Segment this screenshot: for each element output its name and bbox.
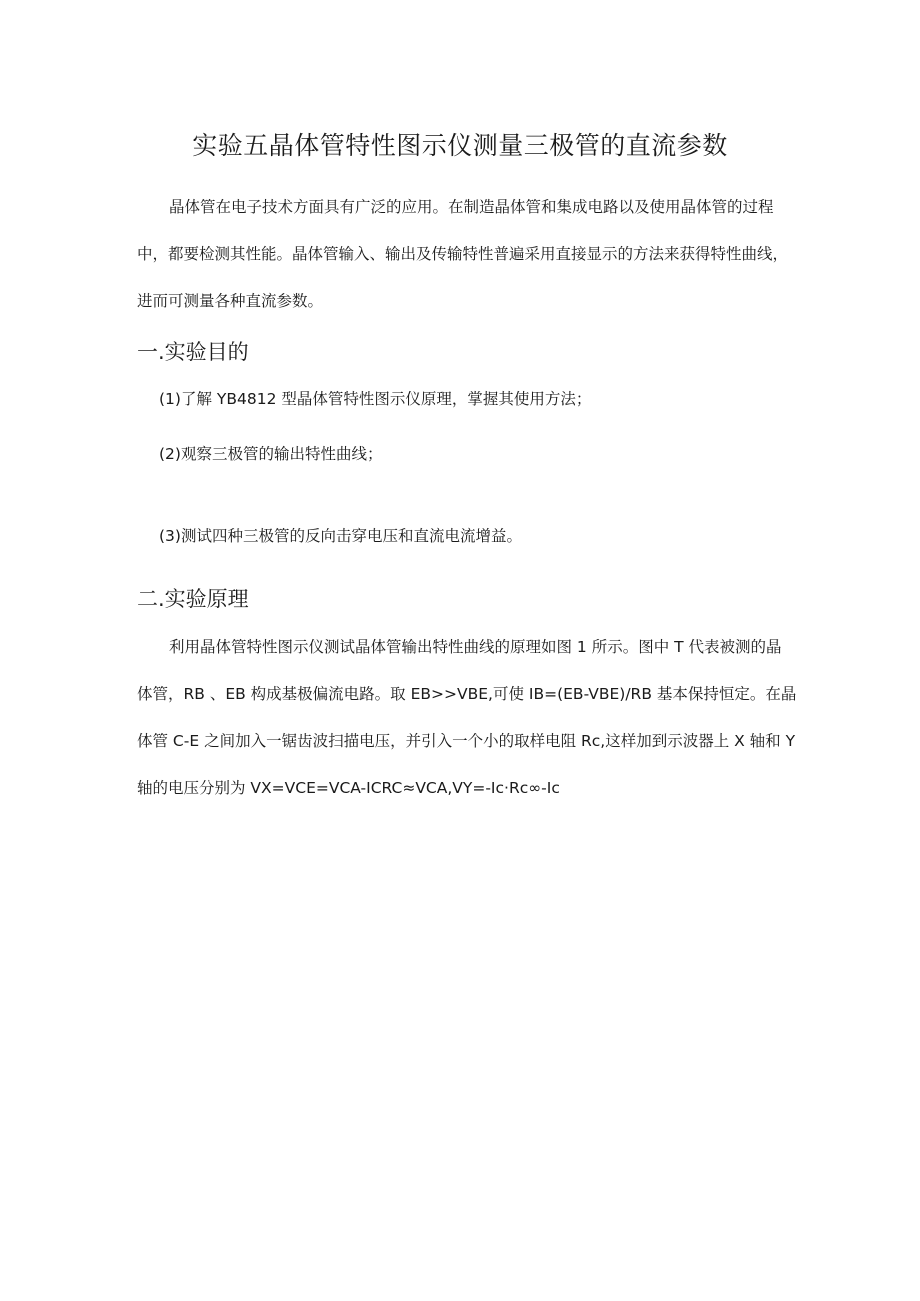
intro-paragraph: 晶体管在电子技术方面具有广泛的应用。在制造晶体管和集成电路以及使用晶体管的过程中，都要检测其性能。晶体管输入、输出及传输特性普遍采用直接显示的方法来获得特性曲线，进而可测量各种直流参数。	[137, 198, 789, 310]
purpose-item-2: (2)观察三极管的输出特性曲线；	[159, 445, 383, 463]
purpose-item-3: (3)测试四种三极管的反向击穿电压和直流电流增益。	[159, 527, 522, 545]
purpose-item-1: (1)了解 YB4812 型晶体管特性图示仪原理，掌握其使用方法；	[159, 390, 592, 408]
page-title: 实验五晶体管特性图示仪测量三极管的直流参数	[192, 131, 728, 160]
section-heading-purpose: 一.实验目的	[137, 340, 249, 364]
principle-paragraph: 利用晶体管特性图示仪测试晶体管输出特性曲线的原理如图 1 所示。图中 T 代表被测的晶体管，RB 、EB 构成基极偏流电路。取 EB>>VBE,可使 IB=(EB-VBE)/RB 基本保持恒定。在晶体管 C-E 之间加入一锯齿波扫描电压，并引入一个小的取样电阻 Rc,这样加到示波器上 X 轴和 Y 轴的电压分别为 VX=VCE=VCA-ICRC≈VCA,VY=-Ic·Rc∞-Ic	[137, 638, 797, 797]
section-heading-principle: 二.实验原理	[137, 587, 249, 611]
